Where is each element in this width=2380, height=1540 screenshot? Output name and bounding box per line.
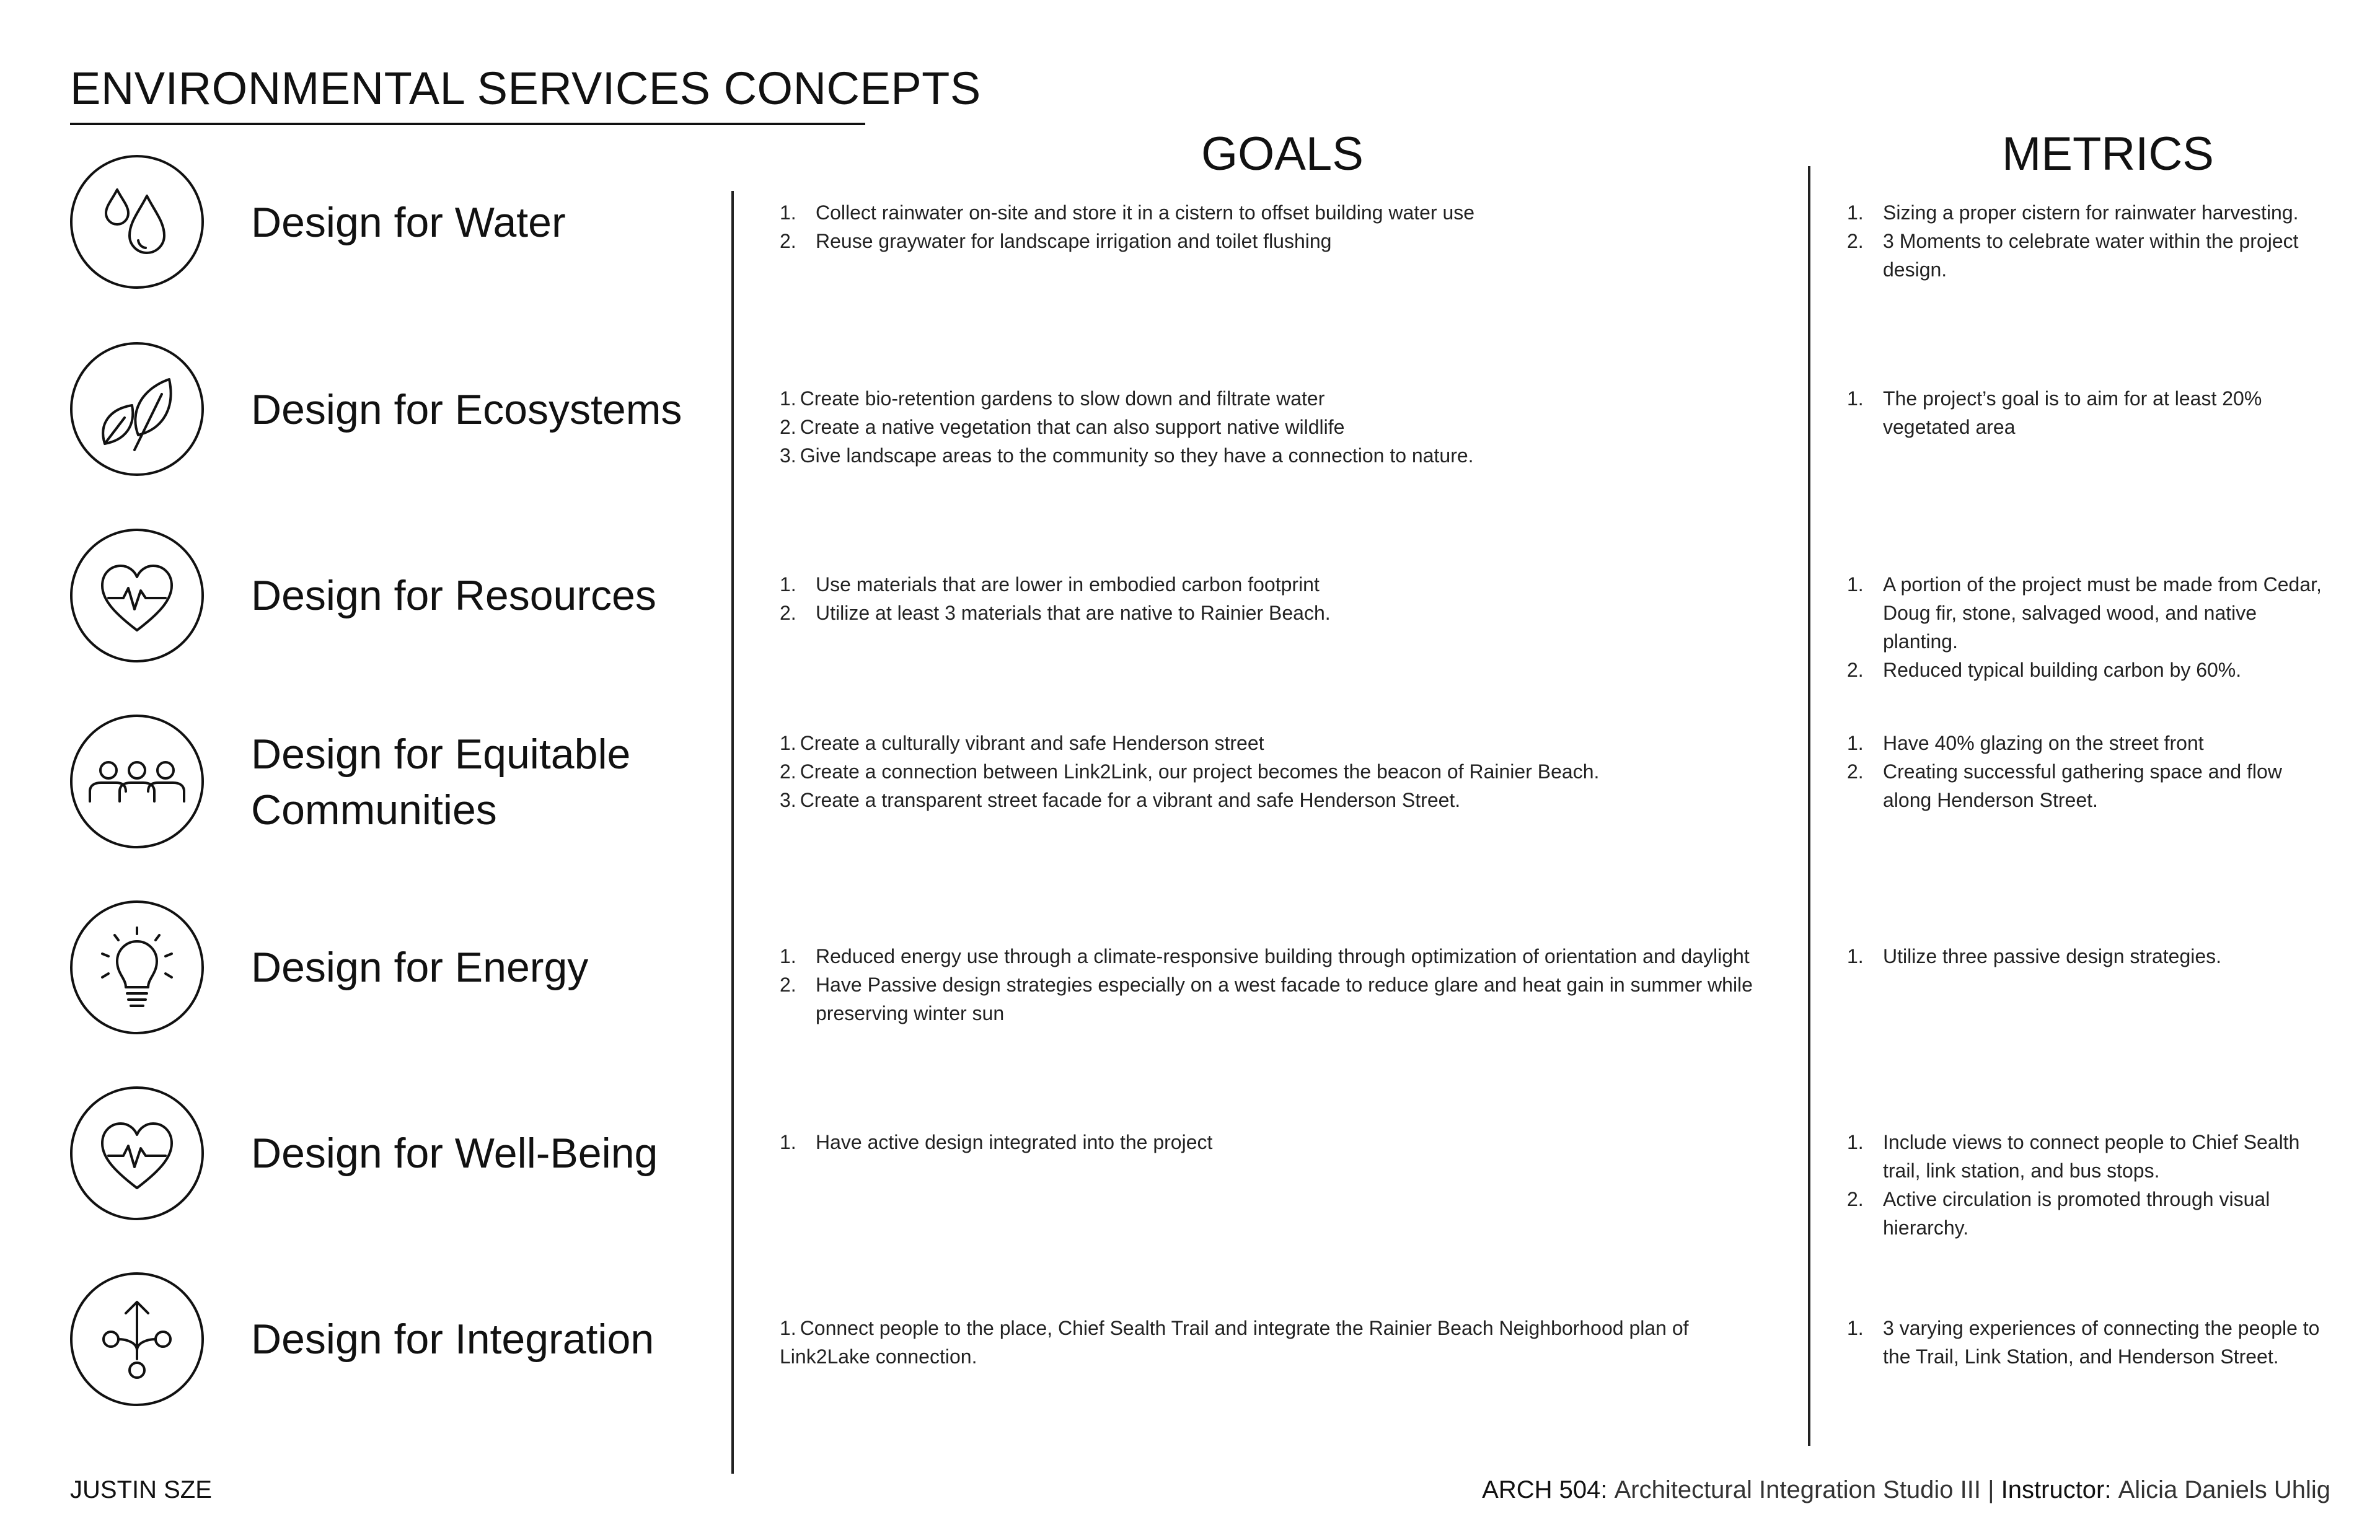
goals-list-well-being [780,1128,1771,1156]
list-item: 1. The project’s goal is to aim for at least 20% vegetated area [1847,387,2262,438]
credits-separator: | [1988,1476,1994,1503]
list-item: 1. 3 varying experiences of connecting the people to the Trail, Link Station, and Henderson Street. [1847,1317,2320,1368]
category-title-ecosystems: Design for Ecosystems [251,386,682,433]
course-label: ARCH 504: [1482,1476,1608,1503]
divider-left [731,191,734,1474]
list-item: 2. 3 Moments to celebrate water within the project design. [1847,230,2299,281]
list-item: 1. Reduced energy use through a climate-responsive building through optimization of orientation and daylight [780,945,1750,967]
metrics-list-well-being [1847,1128,2330,1242]
water-drops-icon [70,155,204,289]
instructor-label: Instructor: [2001,1476,2112,1503]
heart-pulse-icon [70,1086,204,1220]
list-item: 1. Have active design integrated into the project [780,1131,1213,1153]
course-name: Architectural Integration Studio III [1614,1476,1981,1503]
list-item: 3. Give landscape areas to the community so they have a connection to nature. [780,444,1474,467]
page-title: ENVIRONMENTAL SERVICES CONCEPTS [70,63,981,114]
goals-list-energy [780,942,1771,1027]
list-item: 1. Create a culturally vibrant and safe Henderson street [780,732,1264,754]
leaves-icon [70,342,204,476]
list-item: 2. Reuse graywater for landscape irrigation and toilet flushing [780,230,1332,252]
network-nodes-icon [70,1272,204,1406]
list-item: 1. Use materials that are lower in embodied carbon footprint [780,573,1320,596]
list-item: 1. Sizing a proper cistern for rainwater harvesting. [1847,201,2299,224]
goals-header: GOALS [1201,128,1364,180]
author-name: JUSTIN SZE [70,1476,212,1503]
list-item: 2. Creating successful gathering space and flow along Henderson Street. [1847,760,2282,811]
category-title-water: Design for Water [251,199,566,246]
category-title-resources: Design for Resources [251,572,656,619]
list-item: 2. Reduced typical building carbon by 60%. [1847,659,2242,681]
list-item: 1. Include views to connect people to Chief Sealth trail, link station, and bus stops. [1847,1131,2300,1182]
category-title-well-being: Design for Well-Being [251,1130,658,1177]
metrics-header: METRICS [2002,128,2214,180]
category-title-line: Communities [251,786,497,834]
category-title-line: Design for Equitable [251,731,631,778]
metrics-list-energy [1847,942,2330,970]
list-item: 2. Create a native vegetation that can also support native wildlife [780,416,1345,438]
list-item: 2. Utilize at least 3 materials that are native to Rainier Beach. [780,602,1331,624]
metrics-list-equitable-communities [1847,729,2330,814]
list-item: 3. Create a transparent street facade for a vibrant and safe Henderson Street. [780,789,1461,811]
list-item: 1. A portion of the project must be made from Cedar, Doug fir, stone, salvaged wood, and native planting. [1847,573,2322,653]
instructor-name: Alicia Daniels Uhlig [2118,1476,2330,1503]
metrics-list-water [1847,198,2330,284]
list-item: 2. Have Passive design strategies especially on a west facade to reduce glare and heat gain in summer while preserving winter sun [780,974,1753,1024]
goals-list-integration [780,1314,1771,1371]
category-title-equitable-communities [251,726,710,838]
list-item: 1. Utilize three passive design strategies. [1847,945,2222,967]
list-item: 1. Have 40% glazing on the street front [1847,732,2204,754]
list-item: 1. Collect rainwater on-site and store it in a cistern to offset building water use [780,201,1475,224]
list-item: 2. Create a connection between Link2Link, our project becomes the beacon of Rainier Beach. [780,760,1600,783]
category-title-integration: Design for Integration [251,1316,654,1363]
category-title-energy: Design for Energy [251,944,589,991]
metrics-list-integration [1847,1314,2330,1371]
divider-right [1808,166,1810,1446]
goals-list-water [780,198,1771,255]
title-underline [70,123,865,125]
list-item: 2. Active circulation is promoted through visual hierarchy. [1847,1188,2270,1239]
heart-pulse-icon [70,529,204,662]
course-credits [1482,1476,2330,1504]
metrics-list-resources [1847,570,2330,684]
lightbulb-icon [70,900,204,1034]
goals-list-ecosystems [780,384,1771,470]
metrics-list-ecosystems [1847,384,2330,441]
goals-list-equitable-communities [780,729,1771,814]
community-people-icon [70,715,204,848]
list-item: 1. Create bio-retention gardens to slow down and filtrate water [780,387,1325,410]
goals-list-resources [780,570,1771,627]
list-item: 1. Connect people to the place, Chief Sealth Trail and integrate the Rainier Beach Neighborhood plan of Link2Lake connection. [780,1317,1689,1368]
